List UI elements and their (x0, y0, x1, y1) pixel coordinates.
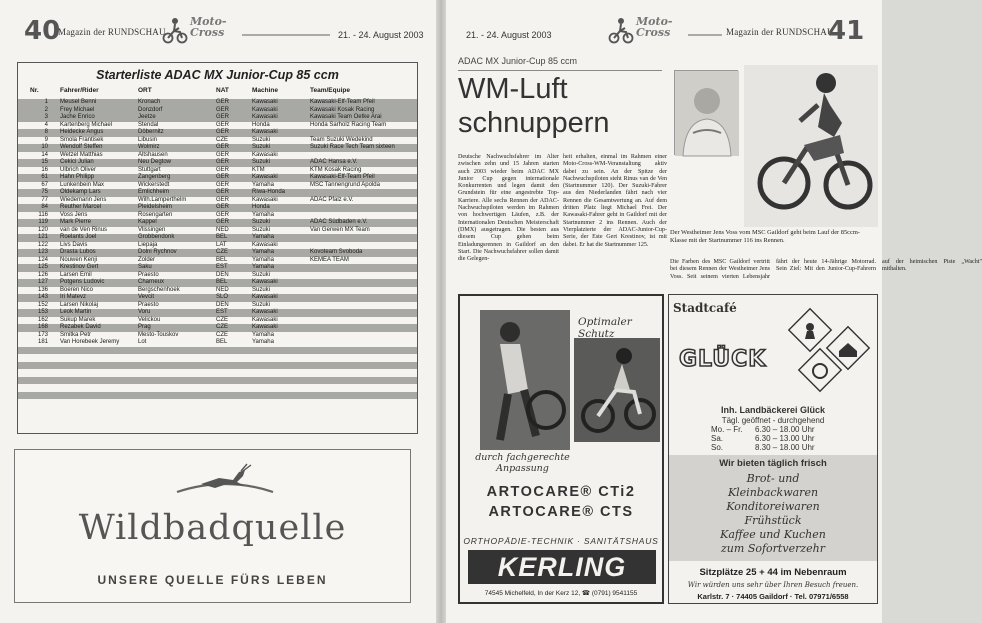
cell-machine: Yamaha (252, 339, 274, 345)
cell-ort: Döbernitz (138, 129, 164, 135)
artocare-ad (458, 294, 664, 604)
cell-ort: Mesto-Touskov (138, 331, 179, 338)
cell-nr: 121 (37, 234, 48, 240)
table-row (18, 159, 417, 167)
cell-nat: GER (216, 144, 230, 150)
cell-rider: Larsen Nikolaj (60, 301, 99, 308)
gazelle-logo-icon (175, 462, 275, 502)
empty-table-row (18, 399, 417, 407)
cell-nat: GER (216, 114, 230, 120)
header-rule (242, 34, 330, 36)
cell-nat: GER (216, 211, 230, 218)
cell-team: ADAC Pfalz e.V. (310, 196, 354, 203)
table-row (18, 122, 417, 130)
cell-nr: 120 (37, 226, 48, 233)
cell-machine: Kawasaki (252, 316, 278, 323)
cell-rider: Jache Enrico (60, 114, 95, 120)
cell-ort: Prag (138, 324, 151, 330)
cell-rider: Van Horebeek Jeremy (60, 339, 120, 345)
table-header (18, 87, 417, 97)
cell-nr: 10 (41, 144, 48, 150)
table-row (18, 264, 417, 272)
cell-nr: 124 (37, 256, 48, 263)
empty-table-row (18, 392, 417, 400)
cell-machine: Suzuki (252, 271, 271, 278)
cell-nr: 14 (41, 151, 48, 158)
cell-nat: BEL (216, 339, 228, 345)
cell-ort: Pleidelsheim (138, 204, 173, 210)
cell-nr: 4 (44, 121, 48, 128)
cell-rider: Sukup Marek (60, 316, 96, 323)
table-row (18, 144, 417, 152)
cell-nat: GER (216, 99, 230, 105)
empty-table-row (18, 377, 417, 385)
cell-machine: Suzuki (252, 136, 271, 143)
cell-ort: Charneux (138, 279, 165, 285)
empty-table-row (18, 347, 417, 355)
stadtcafe-ad (668, 294, 878, 604)
motocross-logo (162, 14, 234, 48)
article-column-3: Die Farben des MSC Gaildorf vertritt bei diesem Rennen der Westheimer Jens Voss. Seit seinem vierten Lebensjahr fährt der heute 14-Jährige Motorrad. Sein Ziel: Mit den Junior-Cup-Fahrern auf der heimischen Piste „Wacht" mithalten. (670, 259, 982, 280)
col-ort: ORT (138, 87, 152, 94)
cell-ort: Liepaja (138, 241, 158, 248)
cell-ort: Rosengarten (138, 211, 173, 218)
cell-machine: Riwa-Honda (252, 189, 286, 195)
cell-ort: Vevcit (138, 294, 155, 300)
cell-nr: 3 (44, 114, 48, 120)
cell-ort: Wickerstedt (138, 181, 170, 188)
product-line: Konditoreiwaren (726, 500, 820, 513)
wildbadquelle-slogan: UNSERE QUELLE FÜRS LEBEN (97, 573, 328, 587)
cafe-visit-note: Wir würden uns sehr über Ihren Besuch freuen. (687, 581, 859, 589)
cell-nat: CZE (216, 249, 228, 255)
cafe-seats: Sitzplätze 25 + 44 im Nebenraum (699, 567, 847, 578)
cell-nr: 61 (41, 174, 48, 180)
cell-rider: Hahn Philipp (60, 174, 95, 180)
rider-portrait-photo (674, 70, 738, 155)
table-row (18, 294, 417, 302)
table-row (18, 212, 417, 220)
cell-machine: Honda (252, 121, 270, 128)
cell-nr: 9 (44, 136, 48, 143)
cell-machine: Yamaha (252, 249, 274, 255)
motocross-logo (608, 14, 680, 48)
table-row (18, 114, 417, 122)
cell-nat: EST (216, 309, 228, 315)
cell-machine: Suzuki (252, 301, 271, 308)
cell-nat: CZE (216, 136, 228, 143)
artocare-tech-line: ORTHOPÄDIE-TECHNIK · SANITÄTSHAUS (463, 536, 659, 546)
hours-row: Mo. – Fr. 6.30 – 18.00 Uhr (711, 425, 815, 434)
cell-ort: Emlichheim (138, 189, 170, 195)
cell-rider: Krestinov Gert (60, 264, 99, 270)
cell-rider: Iri Matevz (60, 294, 87, 300)
cell-nat: CZE (216, 324, 228, 330)
cell-machine: Kawasaki (252, 114, 278, 120)
cell-rider: Mark Pierre (60, 219, 92, 225)
col-nr: Nr. (30, 87, 39, 94)
cell-nr: 126 (37, 271, 48, 278)
table-row (18, 324, 417, 332)
cell-machine: Yamaha (252, 211, 274, 218)
cell-rider: Heidecke Angus (60, 129, 104, 135)
cell-machine: Yamaha (252, 264, 274, 270)
cell-machine: Honda (252, 204, 270, 210)
cell-machine: Suzuki (252, 226, 271, 233)
motocross-action-photo (744, 65, 878, 227)
cell-nr: 2 (44, 106, 48, 113)
article-column-2: heit erhalten, einmal im Rahmen einer Moto-Cross-WM-Veranstaltung aktiv dabei zu sein. An der Spitze der Nachwuchspiloten steht Rinus van de Ven (Startnummer 120). Der Suzuki-Fahrer aus den Niederlanden fährt nach vier Rennen die Gesamtwertung an. Auf dem dritten Platz liegt Michael Frei. Der Kawasaki-Fahrer geht in Gaildorf mit der Startnummer 2 ins Rennen. Auch der Vierplatzierte der ADAC-Junior-Cup-Serie, der Este Gert Krestinov, ist mit dabei. Er hat die Startnummer 125. (563, 154, 667, 248)
cell-nat: DEN (216, 271, 229, 278)
bakery-diamond-icon (783, 311, 873, 401)
table-row (18, 317, 417, 325)
cell-machine: Kawasaki (252, 174, 278, 180)
cell-nr: 116 (38, 211, 48, 218)
table-row (18, 182, 417, 190)
cell-ort: Stendal (138, 121, 159, 128)
cell-team: ADAC Hansa e.V. (310, 159, 358, 165)
cell-rider: Potgens Ludovic (60, 279, 105, 285)
rider-portrait-image (675, 71, 739, 156)
cell-rider: Roelants Joel (60, 234, 97, 240)
motocross-rider-icon (608, 16, 634, 44)
cafe-open-note: Tägl. geöffnet - durchgehend (721, 416, 825, 425)
cell-team: Team Suzuki Wedekind (310, 136, 373, 143)
product-line: Kleinbackwaren (727, 486, 819, 499)
col-nat: NAT (216, 87, 229, 94)
table-row (18, 107, 417, 115)
wildbadquelle-ad (14, 449, 411, 603)
cell-nr: 8 (44, 129, 48, 135)
cell-rider: Livs Davis (60, 241, 88, 248)
artocare-brand-cts: ARTOCARE® CTS (488, 504, 634, 520)
cell-machine: Yamaha (252, 331, 274, 338)
cell-ort: Zolder (138, 256, 156, 263)
cell-team: Suzuki Race Tech Team sixteen (310, 144, 395, 150)
cell-nat: EST (216, 264, 228, 270)
cell-machine: Kawasaki (252, 129, 278, 135)
cell-machine: Yamaha (252, 234, 274, 240)
cell-rider: Leok Martin (60, 309, 92, 315)
cell-nat: SLO (216, 294, 229, 300)
hours-row: Sa. 6.30 – 13.00 Uhr (711, 434, 815, 443)
article-column-1: Deutsche Nachwuchsfahrer im Alter zwischen zehn und 15 Jahren starten auch 2003 wieder beim ADAC MX Junior Cup gegen internationale Konkurrenten und legen damit den Grundstein für eine angestrebte Top-Karriere. Alle sechs Rennen der ADAC-Nachwuchspiloten werden im Rahmen von hochwertigen Läufen, z.B. der Internationalen Deutschen Meisterschaft (DMX) ausgetragen. Die besten aus diesem Cup gehen beim Einladungsrennen in Gaildorf an den Start. Die Nachwuchsfahrer sollen damit die Gelegen- (458, 154, 559, 263)
cell-ort: Neu Degtow (138, 159, 172, 165)
cell-machine: Kawasaki (252, 309, 278, 315)
cell-team: MSC Tannengrund Apolda (310, 181, 380, 188)
cell-ort: Donzdorf (138, 106, 163, 113)
table-row (18, 174, 417, 182)
cell-machine: Kawasaki (252, 151, 278, 158)
cell-machine: Kawasaki (252, 324, 278, 330)
cell-nat: GER (216, 166, 230, 173)
cell-nr: 119 (38, 219, 48, 225)
cell-rider: Ulbrich Oliver (60, 166, 97, 173)
cell-machine: Kawasaki (252, 106, 278, 113)
cell-ort: Libusin (138, 136, 158, 143)
cell-nat: LAT (216, 241, 227, 248)
cafe-owner: Inh. Landbäckerei Glück (720, 405, 826, 415)
page-40 (0, 0, 436, 623)
cell-rider: Wetzel Matthias (60, 151, 103, 158)
wildbadquelle-name: Wildbadquelle (78, 508, 347, 548)
issue-date: 21. - 24. August 2003 (338, 30, 424, 40)
table-row (18, 137, 417, 145)
cell-nat: BEL (216, 234, 228, 240)
cell-machine: Suzuki (252, 219, 271, 225)
artocare-brand-cti2: ARTOCARE® CTi2 (486, 484, 636, 500)
cell-nr: 75 (41, 189, 48, 195)
cell-ort: Praesto (138, 301, 159, 308)
cell-nr: 123 (37, 249, 48, 255)
binding-gutter (436, 0, 446, 623)
product-line: Frühstück (744, 514, 802, 527)
cell-ort: Wolmirz (138, 144, 160, 150)
cell-team: Kawasaki-Elf-Team Pfeil (310, 174, 375, 180)
cell-nr: 127 (37, 279, 48, 285)
starter-list-table (17, 62, 418, 434)
table-row (18, 309, 417, 317)
cell-ort: Dolni Rychnov (138, 249, 177, 255)
table-row (18, 167, 417, 175)
artocare-fit-text: durch fachgerechte Anpassung (475, 452, 570, 474)
table-row (18, 189, 417, 197)
cell-nat: DEN (216, 301, 229, 308)
cell-ort: Lot (138, 339, 147, 345)
cell-ort: Saku (138, 264, 152, 270)
empty-table-row (18, 369, 417, 377)
cell-nat: GER (216, 204, 230, 210)
cell-ort: Wilh.Lamperthelm (138, 196, 187, 203)
cell-nat: GER (216, 121, 230, 128)
photo-caption: Der Westheimer Jens Voss vom MSC Gaildorf geht beim Lauf der 85ccm-Klasse mit der Startnummer 116 ins Rennen. (670, 229, 860, 244)
cell-machine: KTM (252, 166, 265, 173)
cell-machine: Suzuki (252, 159, 271, 165)
table-body (18, 99, 417, 407)
col-machine: Machine (252, 87, 279, 94)
cell-nr: 162 (37, 316, 48, 323)
cell-team: Kawasaki-Elf-Team Pfeil (310, 99, 375, 105)
table-row (18, 204, 417, 212)
cell-team: Kawasaki Team Oetke Arai (310, 114, 382, 120)
cell-ort: Bergschenhoek (138, 286, 180, 293)
motocross-wordmark: Moto- Cross (190, 15, 227, 39)
cell-rider: Oldekamp Lars (60, 189, 101, 195)
cell-rider: Larsen Emil (60, 271, 92, 278)
cell-rider: Boeren Nico (60, 286, 94, 293)
cell-ort: Voru (138, 309, 151, 315)
motocross-rider-icon (162, 16, 188, 44)
cell-nr: 152 (37, 301, 48, 308)
starter-list-title: Starterliste ADAC MX Junior-Cup 85 ccm (96, 68, 339, 82)
cell-rider: Lunkenbein Max (60, 181, 105, 188)
cell-team: Kovoteam Svoboda (310, 249, 363, 255)
cafe-daily-heading: Wir bieten täglich frisch (719, 458, 827, 469)
cell-machine: Kawasaki (252, 99, 278, 105)
cell-machine: Kawasaki (252, 279, 278, 285)
article-headline: WM-Luft schnuppern (458, 73, 610, 139)
table-row (18, 279, 417, 287)
cell-nr: 173 (37, 331, 48, 338)
cell-nr: 143 (37, 294, 48, 300)
empty-table-row (18, 354, 417, 362)
artocare-tagline: Optimaler Schutz (578, 316, 632, 340)
page-number: 40 (24, 16, 61, 46)
cell-rider: Meusel Benni (60, 99, 97, 105)
cafe-hours (711, 425, 851, 452)
table-row (18, 287, 417, 295)
cell-nat: GER (216, 181, 230, 188)
cafe-name: GLÜCK (679, 347, 767, 372)
rider-crash-image (480, 310, 570, 450)
cell-machine: Kawasaki (252, 241, 278, 248)
cafe-title: Stadtcafé (673, 301, 737, 315)
cell-ort: Kronach (138, 99, 161, 105)
cell-nr: 16 (41, 166, 48, 173)
col-rider: Fahrer/Rider (60, 87, 99, 94)
cell-ort: Altshausen (138, 151, 168, 158)
cell-ort: Jeetze (138, 114, 156, 120)
hours-row: So. 8.30 – 18.00 Uhr (711, 443, 815, 452)
cell-rider: Kartenberg Michael (60, 121, 113, 128)
cell-nat: NED (216, 226, 229, 233)
table-row (18, 197, 417, 205)
product-line: Brot- und (746, 472, 800, 485)
cell-nr: 181 (37, 339, 48, 345)
cell-nat: GER (216, 151, 230, 158)
magazine-title: Magazin der RUNDSCHAU (726, 27, 834, 37)
motocross-jump-image (574, 338, 660, 442)
cell-nat: GER (216, 196, 230, 203)
cell-nat: GER (216, 129, 230, 135)
cell-machine: Suzuki (252, 286, 271, 293)
cell-team: ADAC Südbaden e.V. (310, 219, 368, 225)
cell-rider: Cekici Julian (60, 159, 94, 165)
table-row (18, 234, 417, 242)
cell-nr: 15 (41, 159, 48, 165)
cell-machine: Yamaha (252, 181, 274, 188)
kerling-logo: KERLING (468, 550, 656, 584)
cell-rider: Drasta Lubos (60, 249, 96, 255)
table-row (18, 332, 417, 340)
kerling-address: 74545 Michelfeld, In der Kerz 12, ☎ (0791) 9541155 (484, 590, 638, 597)
page-number: 41 (828, 16, 865, 46)
cell-nat: CZE (216, 316, 228, 323)
cell-nr: 67 (41, 181, 48, 188)
cell-rider: Voss Jens (60, 211, 88, 218)
table-row (18, 227, 417, 235)
empty-table-row (18, 384, 417, 392)
cell-machine: Kawasaki (252, 294, 278, 300)
motocross-wordmark: Moto- Cross (636, 15, 673, 39)
cell-rider: Smitka Petr (60, 331, 92, 338)
cell-nr: 136 (37, 286, 48, 293)
product-line: zum Sofortverzehr (721, 542, 825, 555)
header-rule (688, 34, 722, 36)
cell-ort: Grobbendonk (138, 234, 175, 240)
cell-machine: Suzuki (252, 144, 271, 150)
cell-nr: 1 (44, 99, 48, 105)
cell-nat: CZE (216, 331, 228, 338)
table-row (18, 129, 417, 137)
cell-nat: GER (216, 159, 230, 165)
cell-rider: van de Ven Rinus (60, 226, 108, 233)
table-row (18, 99, 417, 107)
cell-nat: GER (216, 219, 230, 225)
cafe-address: Karlstr. 7 · 74405 Gaildorf · Tel. 07971/6558 (697, 592, 849, 601)
cell-rider: Nouwen Kenji (60, 256, 98, 263)
motocross-action-image (744, 65, 878, 227)
cell-nr: 153 (37, 309, 48, 315)
col-team: Team/Equipe (310, 87, 350, 94)
cell-nat: BEL (216, 256, 228, 263)
table-row (18, 219, 417, 227)
cell-ort: Kappel (138, 219, 157, 225)
kicker-rule (458, 70, 662, 71)
cell-ort: Vlissingen (138, 226, 166, 233)
product-line: Kaffee und Kuchen (720, 528, 826, 541)
artocare-photo-rider (480, 310, 570, 450)
table-row (18, 272, 417, 280)
cell-rider: Wendolf Steffen (60, 144, 103, 150)
cell-rider: Smola Frantisek (60, 136, 104, 143)
issue-date: 21. - 24. August 2003 (466, 30, 552, 40)
cell-team: Honda Sarholz Racing Team (310, 121, 387, 128)
cell-nat: GER (216, 174, 230, 180)
cell-rider: Wiedemann Jens (60, 196, 107, 203)
cell-rider: Reuther Marcel (60, 204, 102, 210)
page-header (0, 14, 436, 48)
cell-ort: Zangenberg (138, 174, 171, 180)
table-row (18, 257, 417, 265)
page-header (446, 14, 882, 48)
cell-nr: 84 (41, 204, 48, 210)
cell-rider: Frey Michael (60, 106, 95, 113)
cell-machine: Yamaha (252, 256, 274, 263)
cell-rider: Rezabek David (60, 324, 101, 330)
cell-team: KTM Kosak Racing (310, 166, 362, 173)
table-row (18, 152, 417, 160)
table-row (18, 302, 417, 310)
cell-nat: BEL (216, 279, 228, 285)
cell-nr: 77 (41, 196, 48, 203)
cell-nr: 122 (37, 241, 48, 248)
cell-team: Kawasaki Kosak Racing (310, 106, 375, 113)
cell-ort: Stuttgart (138, 166, 161, 173)
cell-nat: GER (216, 106, 230, 113)
cell-ort: Praesto (138, 271, 159, 278)
empty-table-row (18, 362, 417, 370)
cell-nat: NED (216, 286, 229, 293)
table-row (18, 249, 417, 257)
page-41 (446, 0, 982, 623)
artocare-photo-bike (574, 338, 660, 442)
cell-team: KEMEA TEAM (310, 256, 349, 263)
cell-nr: 168 (37, 324, 48, 330)
magazine-title: Magazin der RUNDSCHAU (58, 27, 166, 37)
table-row (18, 339, 417, 347)
cell-nr: 125 (37, 264, 48, 270)
cell-ort: Velickou (138, 316, 161, 323)
article-kicker: ADAC MX Junior-Cup 85 ccm (458, 56, 578, 66)
cell-team: Van Gerwen MX Team (310, 226, 370, 233)
cell-machine: Kawasaki (252, 196, 278, 203)
cell-nat: GER (216, 189, 230, 195)
table-row (18, 242, 417, 250)
